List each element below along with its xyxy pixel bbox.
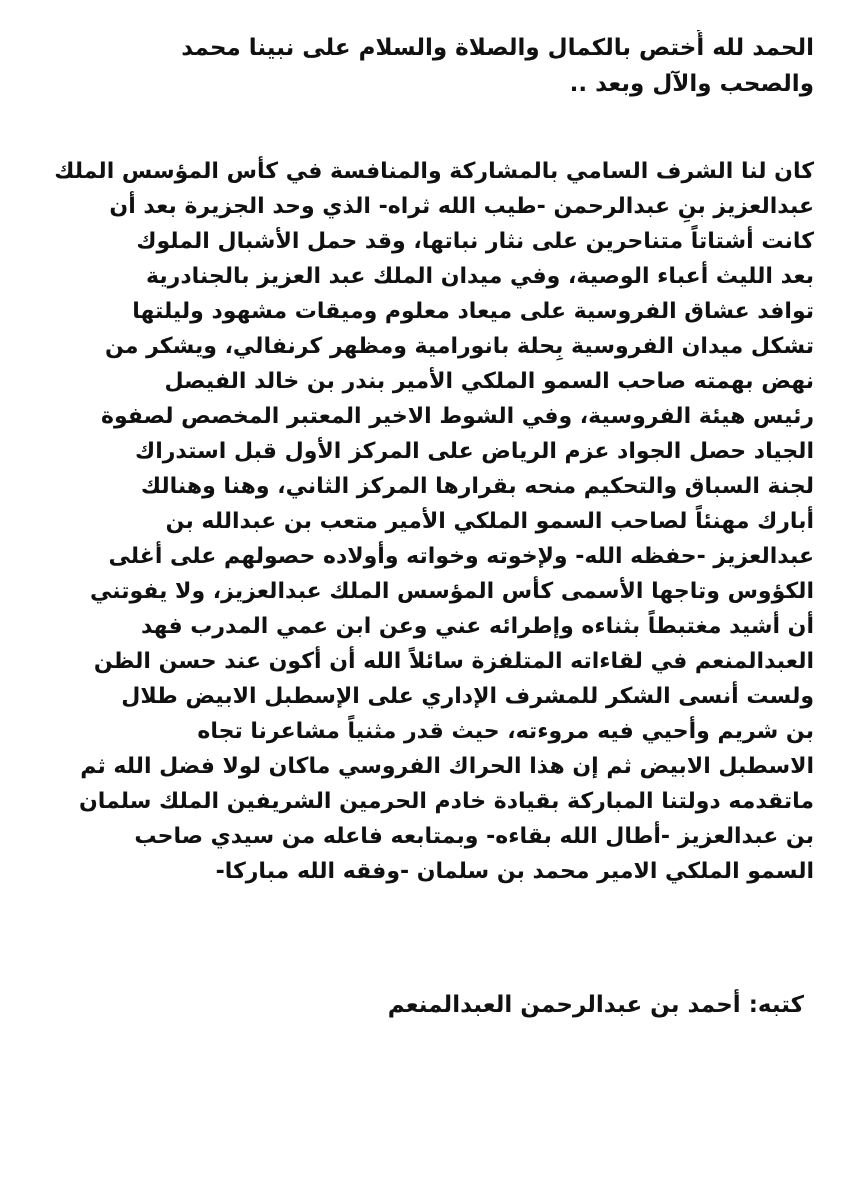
paragraph-line: الجياد حصل الجواد عزم الرياض على المركز الأول قبل استدراك [135,439,814,464]
paragraph-line: توافد عشاق الفروسية على ميعاد معلوم وميقات مشهود وليلتها [132,299,814,324]
opening-line: والصحب والآل وبعد .. [569,71,814,97]
paragraph-line: الكؤوس وتاجها الأسمى كأس المؤسس الملك عبدالعزيز، ولا يفوتني [90,579,814,604]
paragraph-line: عبدالعزيز بنِ عبدالرحمن -طيب الله ثراه- الذي وحد الجزيرة بعد أن [109,194,814,219]
paragraph-line: أبارك مهنئاً لصاحب السمو الملكي الأمير متعب بن عبدالله بن [165,509,814,534]
letter-content [44,30,814,1023]
opening-paragraph [44,30,814,102]
paragraph-line: كانت أشتاتاً متناحرين على نثار نباتها، وقد حمل الأشبال الملوك [136,229,814,254]
paragraph-line: نهض بهمته صاحب السمو الملكي الأمير بندر بن خالد الفيصل [164,369,814,394]
paragraph-line: بن شريم وأحيي فيه مروءته، حيث قدر مثنياً مشاعرنا تجاه [197,719,814,744]
paragraph-line: بن عبدالعزيز -أطال الله بقاءه- وبمتابعه فاعله من سيدي صاحب [134,824,814,849]
main-paragraph [44,154,814,889]
paragraph-line: أن أشيد مغتبطاً بثناءه وإطرائه عني وعن ابن عمي المدرب فهد [140,614,814,639]
author-signature: كتبه: أحمد بن عبدالرحمن العبدالمنعم [387,992,804,1018]
paragraph-line: كان لنا الشرف السامي بالمشاركة والمنافسة في كأس المؤسس الملك [54,159,814,184]
paragraph-line: عبدالعزيز -حفظه الله- ولإخوته وخواته وأولاده حصولهم على أغلى [108,544,814,569]
paragraph-line: الاسطبل الابيض ثم إن هذا الحراك الفروسي ماكان لولا فضل الله ثم [80,754,814,779]
paragraph-line: لجنة السباق والتحكيم منحه بقرارها المركز الثاني، وهنا وهنالك [140,474,814,499]
paragraph-line: ولست أنسى الشكر للمشرف الإداري على الإسطبل الابيض طلال [121,684,814,709]
paragraph-line: السمو الملكي الامير محمد بن سلمان -وفقه الله مباركا- [215,859,814,884]
paragraph-line: رئيس هيئة الفروسية، وفي الشوط الاخير المعتبر المخصص لصفوة [100,404,814,429]
paragraph-line: بعد الليث أعباء الوصية، وفي ميدان الملك عبد العزيز بالجنادرية [146,264,814,289]
paragraph-line: العبدالمنعم في لقاءاته المتلفزة سائلاً الله أن أكون عند حسن الظن [93,649,814,674]
paragraph-line: ماتقدمه دولتنا المباركة بقيادة خادم الحرمين الشريفين الملك سلمان [78,789,814,814]
opening-line: الحمد لله أُختص بالكمال والصلاة والسلام على نبينا محمد [181,35,814,61]
paragraph-line: تشكل ميدان الفروسية بِحلة بانورامية ومظهر كرنفالي، ويشكر من [105,334,814,359]
